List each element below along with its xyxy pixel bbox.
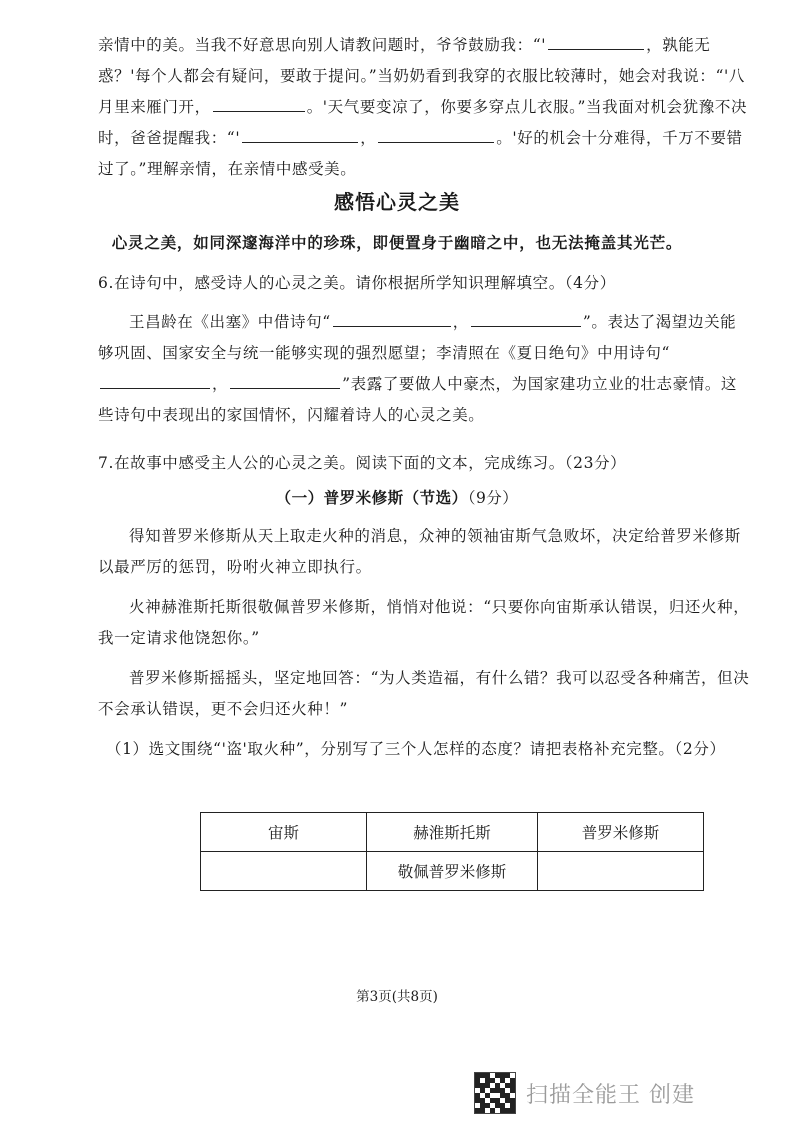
q7-paragraph-3: 普罗米修斯摇摇头，坚定地回答：“为人类造福，有什么错？我可以忍受各种痛苦，但决不会承认错误，更不会归还火种！” — [98, 669, 750, 718]
table-header-cell: 普罗米修斯 — [538, 813, 704, 852]
intro-text-c: 。'天气要变凉了，你要多穿点儿衣服。”当我面对机会犹豫不决时，爸爸提醒我：“' — [98, 98, 748, 147]
attitude-table — [200, 812, 704, 891]
blank-q6-4[interactable] — [230, 371, 340, 389]
intro-text-e: 。'好的机会十分难得，千万不要错过了。”理解亲情，在亲情中感受美。 — [98, 129, 743, 178]
watermark-text: 扫描全能王 创建 — [526, 1082, 695, 1108]
blank-intro-4[interactable] — [378, 125, 494, 143]
answer-cell-prometheus[interactable] — [538, 852, 704, 891]
intro-text-b: ，孰能无惑？'每个人都会有疑问，要敢于提问。”当奶奶看到我穿的衣服比较薄时，她会对我说：“'八月里来雁门开， — [98, 36, 745, 116]
blank-q6-1[interactable] — [333, 309, 451, 327]
q7-paragraph-2: 火神赫淮斯托斯很敬佩普罗米修斯，悄悄对他说：“只要你向宙斯承认错误，归还火种，我一定请求他饶恕你。” — [98, 598, 750, 647]
q7-subtitle-text: （一）普罗米修斯（节选） — [275, 489, 468, 507]
q6-text-c: ”。表达了渴望边关能够巩固、国家安全与统一能够实现的强烈愿望；李清照在《夏日绝句》中用诗句“ — [98, 313, 737, 362]
blank-intro-1[interactable] — [548, 32, 644, 50]
q6-stem: 6.在诗句中，感受诗人的心灵之美。请你根据所学知识理解填空。（4分） — [98, 274, 616, 292]
q6-text-a: 王昌龄在《出塞》中借诗句“ — [129, 313, 331, 331]
table-cell: 敬佩普罗米修斯 — [366, 852, 537, 891]
intro-text-a: 亲情中的美。当我不好意思向别人请教问题时，爷爷鼓励我：“' — [98, 36, 547, 54]
section-title: 感悟心灵之美 — [334, 190, 460, 214]
blank-intro-3[interactable] — [242, 125, 358, 143]
table-row — [201, 852, 704, 891]
section-motto: 心灵之美，如同深邃海洋中的珍珠，即便置身于幽暗之中，也无法掩盖其光芒。 — [111, 233, 683, 252]
q7-stem: 7.在故事中感受主人公的心灵之美。阅读下面的文本，完成练习。（23分） — [98, 454, 627, 472]
q7-paragraph-1: 得知普罗米修斯从天上取走火种的消息，众神的领袖宙斯气急败坏，决定给普罗米修斯以最严厉的惩罚，吩咐火神立即执行。 — [98, 527, 741, 576]
blank-intro-2[interactable] — [213, 94, 305, 112]
answer-cell-zeus[interactable] — [201, 852, 367, 891]
page-number: 第3页(共8页) — [356, 989, 438, 1005]
table-header-cell: 赫淮斯托斯 — [366, 813, 537, 852]
intro-text-d: ， — [360, 129, 377, 147]
scanner-watermark — [474, 1070, 695, 1116]
blank-q6-2[interactable] — [471, 309, 581, 327]
q6-text-e: ”表露了要做人中豪杰，为国家建功立业的壮志豪情。这些诗句中表现出的家国情怀，闪耀着诗人的心灵之美。 — [98, 375, 738, 424]
q7-question-1: （1）选文围绕“'盗'取火种”，分别写了三个人怎样的态度？请把表格补充完整。（2分） — [106, 740, 726, 758]
q6-text-b: ， — [452, 313, 469, 331]
intro-paragraph — [98, 30, 750, 185]
table-header-row — [201, 813, 704, 852]
table-header-cell: 宙斯 — [201, 813, 367, 852]
q7-subtitle-points: （9分） — [467, 489, 519, 507]
blank-q6-3[interactable] — [100, 371, 210, 389]
q6-text-d: ， — [212, 375, 229, 393]
q7-subtitle — [0, 486, 794, 508]
q6-body — [98, 307, 750, 431]
qr-code-icon — [474, 1072, 516, 1114]
